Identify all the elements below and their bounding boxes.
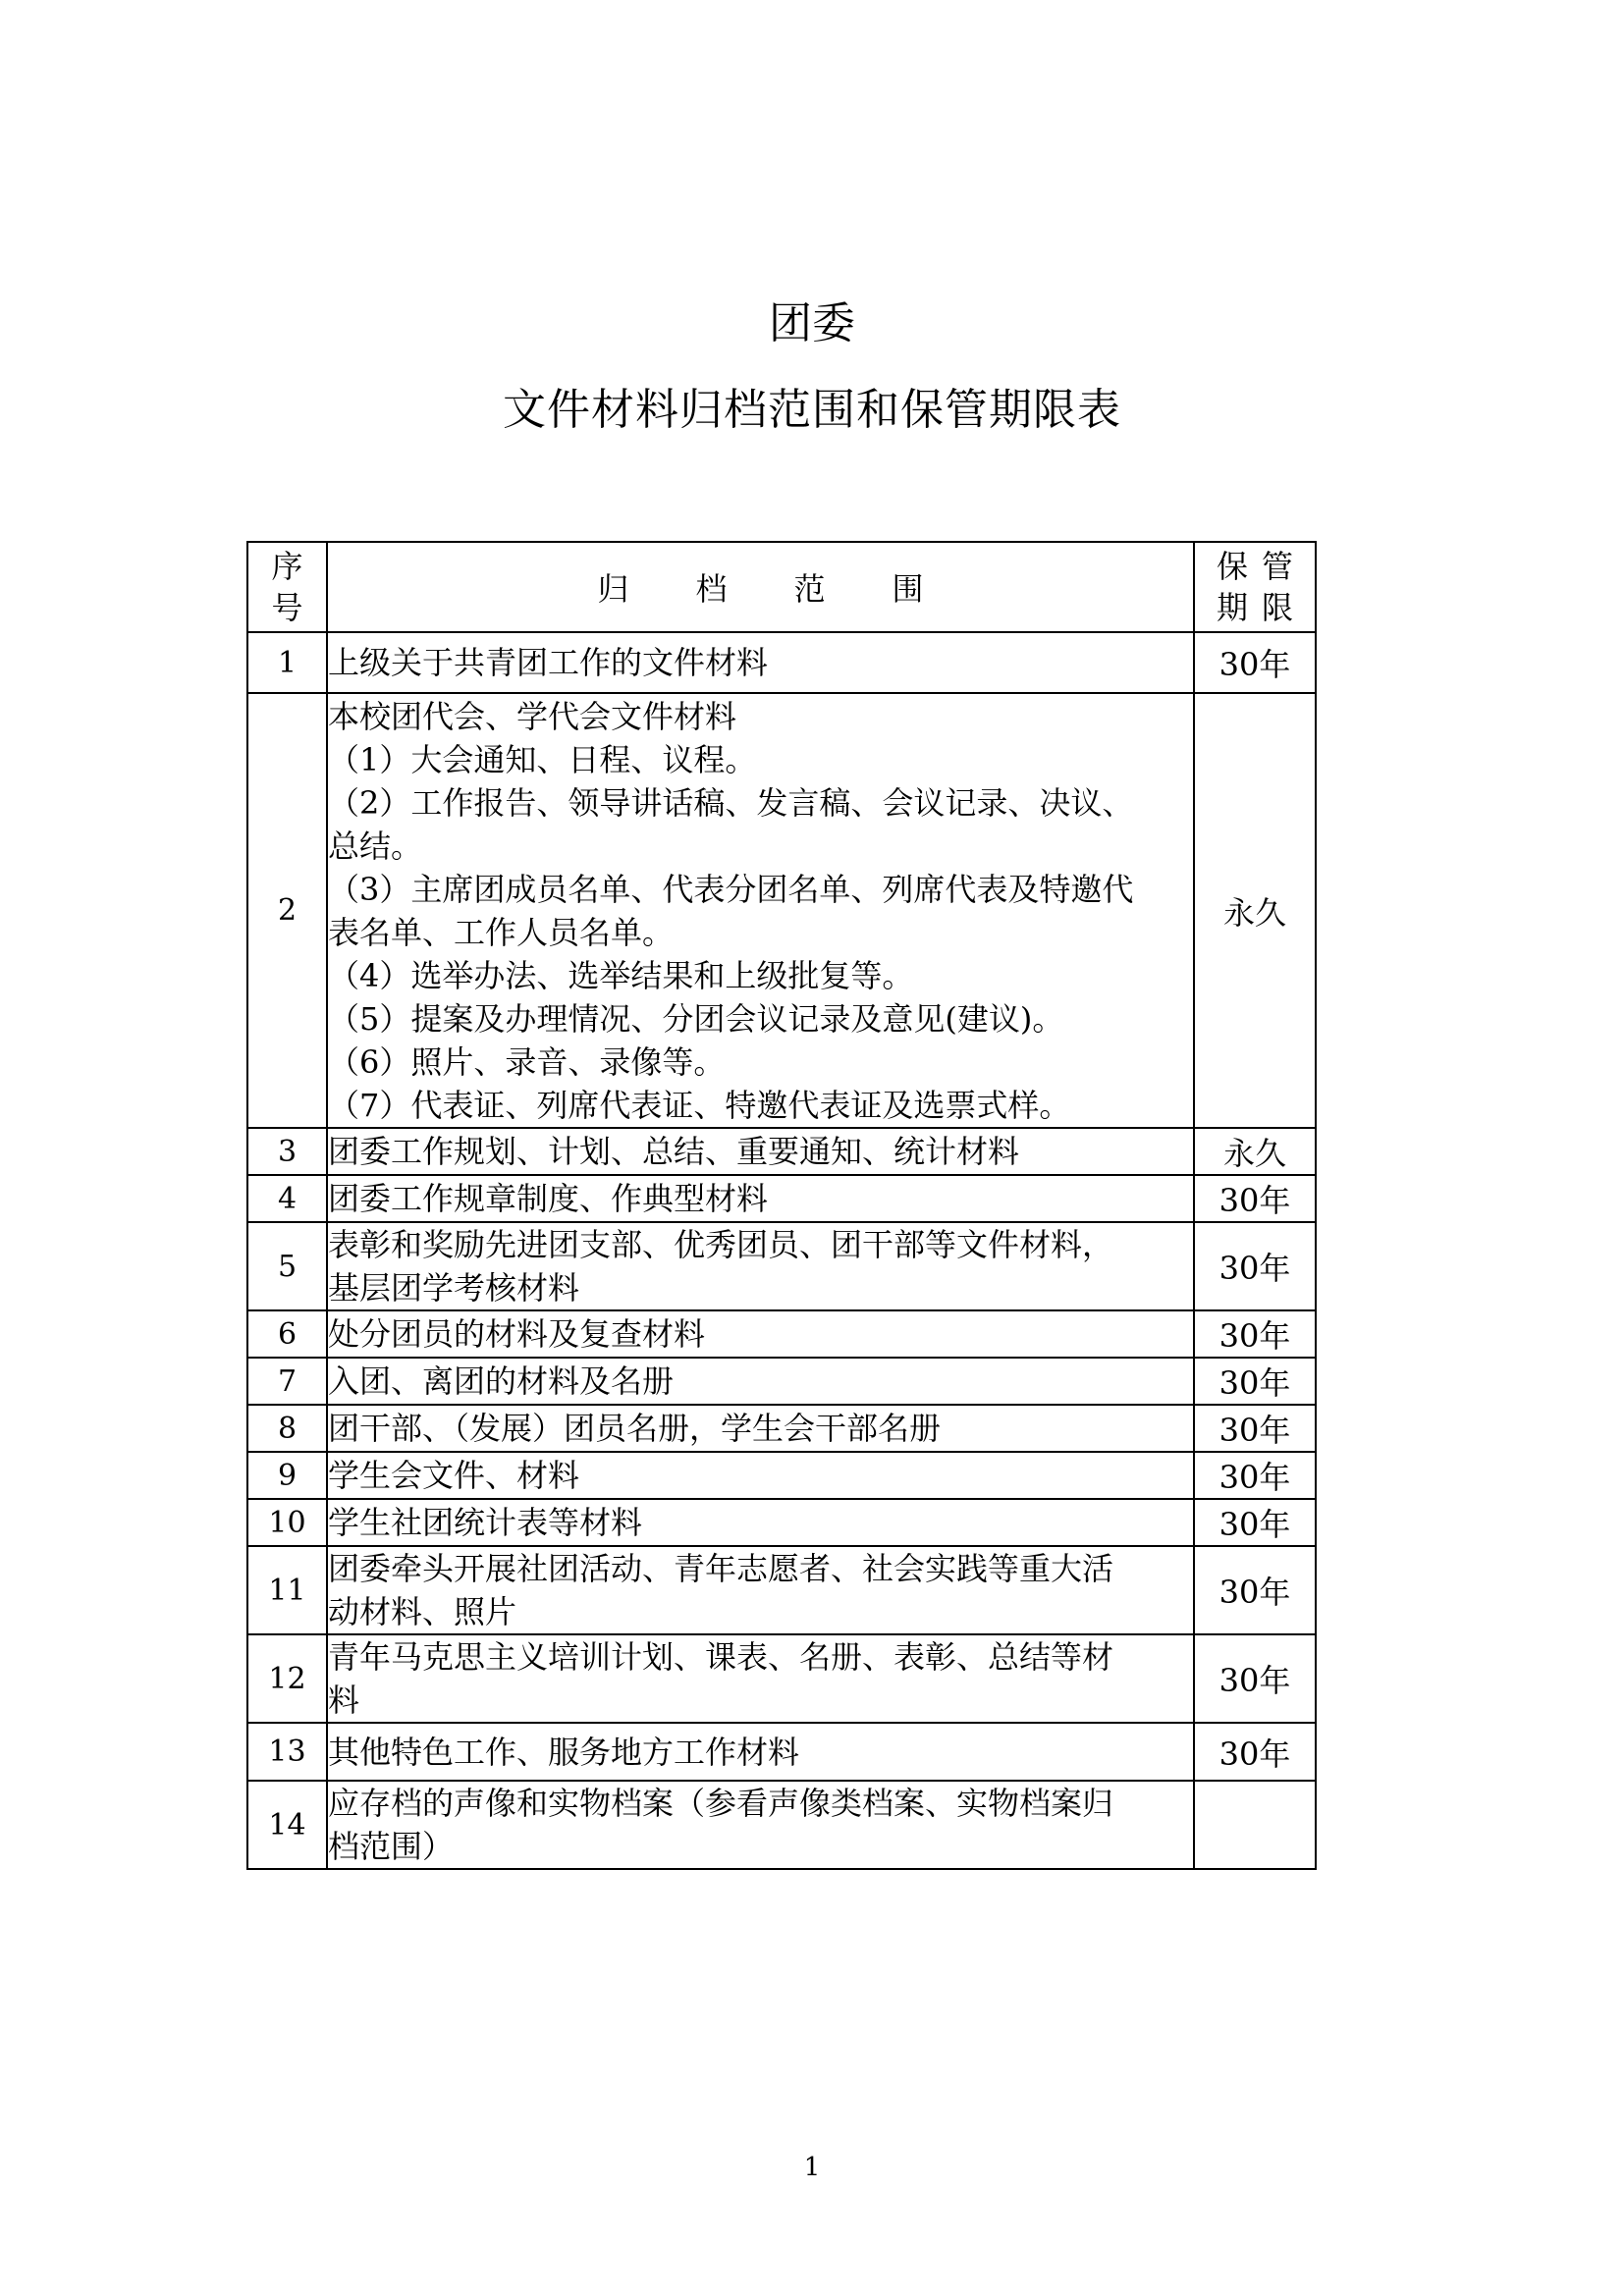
table-row — [247, 693, 1316, 1128]
scope-line: 应存档的声像和实物档案（参看声像类档案、实物档案归 — [328, 1785, 1114, 1822]
scope-line: 学生会文件、材料 — [328, 1457, 580, 1494]
row-archive-scope — [327, 693, 1194, 1128]
row-serial-number: 3 — [247, 1128, 327, 1175]
row-retention-period: 30年 — [1194, 1358, 1316, 1405]
row-serial-number: 13 — [247, 1723, 327, 1781]
table-row — [247, 1128, 1316, 1175]
scope-line: 上级关于共青团工作的文件材料 — [328, 644, 769, 681]
row-retention-period: 30年 — [1194, 1175, 1316, 1222]
table-row — [247, 1452, 1316, 1499]
scope-line: 团委工作规章制度、作典型材料 — [328, 1180, 769, 1217]
row-retention-period: 30年 — [1194, 1310, 1316, 1358]
row-serial-number: 12 — [247, 1634, 327, 1723]
header-serial-number — [247, 542, 327, 632]
row-serial-number: 8 — [247, 1405, 327, 1452]
row-retention-period: 30年 — [1194, 1634, 1316, 1723]
row-archive-scope — [327, 1634, 1194, 1723]
scope-line: 总结。 — [328, 827, 423, 865]
row-retention-period: 30年 — [1194, 1405, 1316, 1452]
row-serial-number: 6 — [247, 1310, 327, 1358]
scope-line: 处分团员的材料及复查材料 — [328, 1315, 706, 1353]
row-archive-scope — [327, 1222, 1194, 1310]
scope-line: （5）提案及办理情况、分团会议记录及意见(建议)。 — [328, 999, 1064, 1038]
row-retention-period: 30年 — [1194, 1723, 1316, 1781]
scope-line: 基层团学考核材料 — [328, 1269, 580, 1307]
table-row — [247, 1634, 1316, 1723]
table-row — [247, 1310, 1316, 1358]
row-serial-number: 1 — [247, 632, 327, 693]
row-archive-scope — [327, 1499, 1194, 1546]
row-serial-number: 10 — [247, 1499, 327, 1546]
table-row — [247, 1499, 1316, 1546]
scope-line: （6）照片、录音、录像等。 — [328, 1042, 726, 1081]
scope-line: 其他特色工作、服务地方工作材料 — [328, 1733, 800, 1771]
row-serial-number: 9 — [247, 1452, 327, 1499]
row-archive-scope — [327, 1358, 1194, 1405]
row-archive-scope — [327, 1405, 1194, 1452]
header-retention-period — [1194, 542, 1316, 632]
row-archive-scope — [327, 1546, 1194, 1634]
header-serial-line1: 序 — [271, 548, 303, 585]
scope-line: 动材料、照片 — [328, 1593, 517, 1630]
scope-line: 表彰和奖励先进团支部、优秀团员、团干部等文件材料， — [328, 1226, 1114, 1263]
scope-line: 入团、离团的材料及名册 — [328, 1362, 675, 1400]
scope-line: （7）代表证、列席代表证、特邀代表证及选票式样。 — [328, 1086, 1071, 1124]
table-row — [247, 1358, 1316, 1405]
page-number: 1 — [803, 2153, 821, 2182]
row-retention-period: 30年 — [1194, 1222, 1316, 1310]
document-title: 团委 — [769, 298, 855, 348]
table-row — [247, 1723, 1316, 1781]
row-archive-scope — [327, 632, 1194, 693]
row-serial-number: 2 — [247, 693, 327, 1128]
scope-line: （2）工作报告、领导讲话稿、发言稿、会议记录、决议、 — [328, 783, 1134, 822]
row-serial-number: 5 — [247, 1222, 327, 1310]
row-archive-scope — [327, 1781, 1194, 1869]
scope-line: 团干部、（发展）团员名册，学生会干部名册 — [328, 1410, 942, 1447]
header-period-line2: 期限 — [1216, 589, 1307, 626]
row-serial-number: 14 — [247, 1781, 327, 1869]
row-archive-scope — [327, 1452, 1194, 1499]
row-archive-scope — [327, 1175, 1194, 1222]
scope-line: 本校团代会、学代会文件材料 — [328, 697, 737, 735]
scope-line: 料 — [328, 1682, 360, 1719]
scope-line: （3）主席团成员名单、代表分团名单、列席代表及特邀代 — [328, 870, 1134, 908]
row-archive-scope — [327, 1723, 1194, 1781]
row-serial-number: 7 — [247, 1358, 327, 1405]
row-retention-period — [1194, 1781, 1316, 1869]
row-retention-period: 30年 — [1194, 1452, 1316, 1499]
row-archive-scope — [327, 1128, 1194, 1175]
row-serial-number: 11 — [247, 1546, 327, 1634]
table-row — [247, 1781, 1316, 1869]
row-retention-period: 30年 — [1194, 632, 1316, 693]
row-retention-period: 30年 — [1194, 1499, 1316, 1546]
table-body — [247, 632, 1316, 1869]
header-period-line1: 保管 — [1216, 548, 1307, 585]
row-serial-number: 4 — [247, 1175, 327, 1222]
table-header-row — [247, 542, 1316, 632]
table-row — [247, 1175, 1316, 1222]
row-retention-period: 永久 — [1194, 693, 1316, 1128]
table-row — [247, 1405, 1316, 1452]
archive-scope-table — [246, 541, 1317, 1870]
table-row — [247, 632, 1316, 693]
table-row — [247, 1546, 1316, 1634]
scope-line: 档范围） — [328, 1828, 455, 1865]
header-serial-line2: 号 — [271, 589, 303, 626]
row-retention-period: 30年 — [1194, 1546, 1316, 1634]
scope-line: 表名单、工作人员名单。 — [328, 913, 675, 951]
scope-line: 学生社团统计表等材料 — [328, 1504, 643, 1541]
header-archive-scope: 归档范围 — [327, 542, 1194, 632]
scope-line: （4）选举办法、选举结果和上级批复等。 — [328, 956, 914, 994]
table-row — [247, 1222, 1316, 1310]
row-retention-period: 永久 — [1194, 1128, 1316, 1175]
scope-line: 团委工作规划、计划、总结、重要通知、统计材料 — [328, 1133, 1020, 1170]
scope-line: 团委牵头开展社团活动、青年志愿者、社会实践等重大活 — [328, 1550, 1114, 1587]
scope-line: 青年马克思主义培训计划、课表、名册、表彰、总结等材 — [328, 1638, 1114, 1676]
row-archive-scope — [327, 1310, 1194, 1358]
scope-line: （1）大会通知、日程、议程。 — [328, 740, 757, 778]
document-subtitle: 文件材料归档范围和保管期限表 — [503, 385, 1121, 435]
